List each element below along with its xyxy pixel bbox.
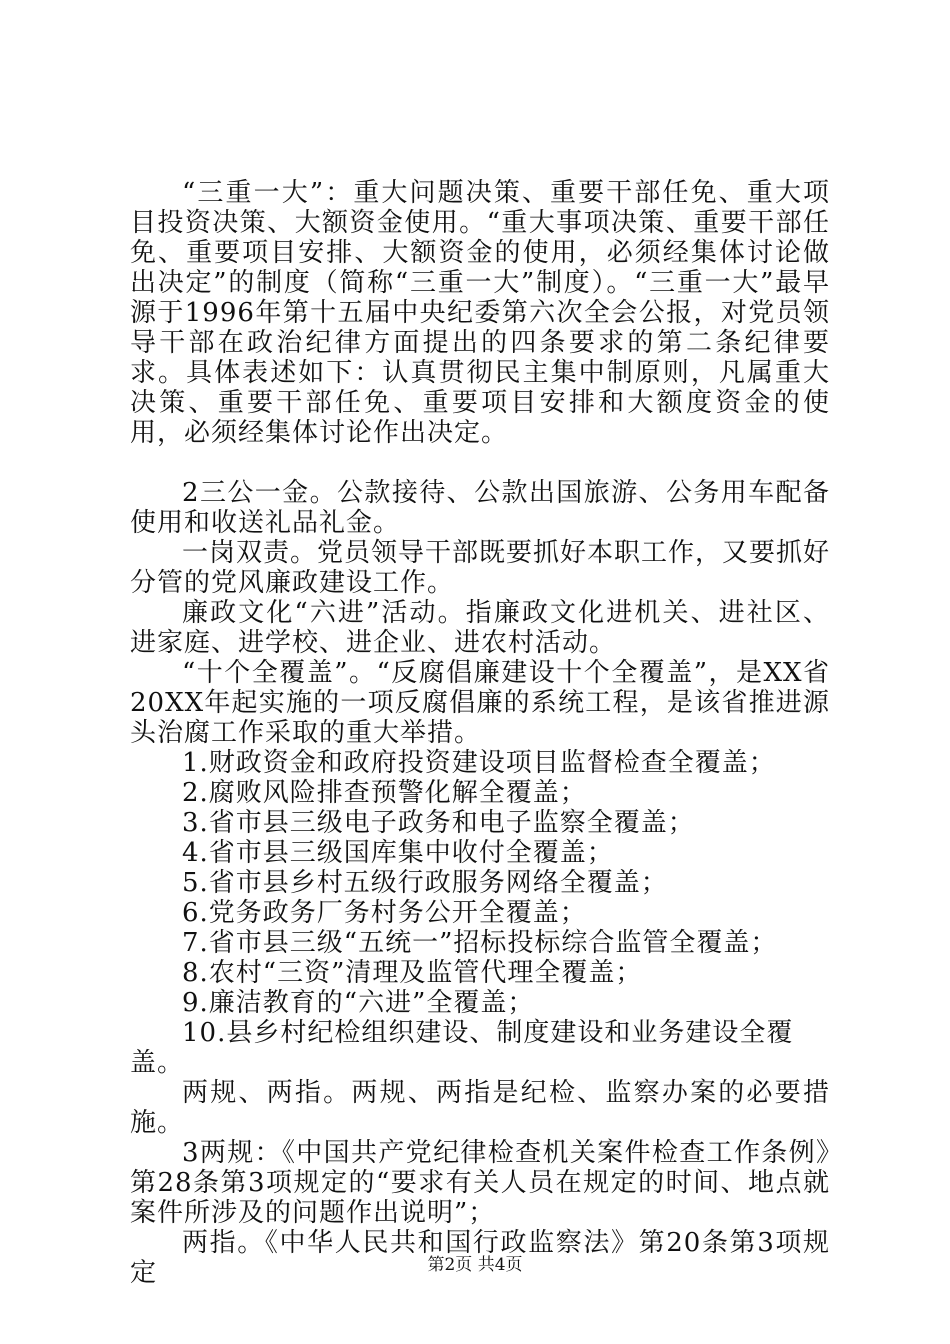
list-item: 3.省市县三级电子政务和电子监察全覆盖； <box>182 808 695 838</box>
paragraph-liang-gui-liang-zhi: 两规、两指。两规、两指是纪检、监察办案的必要措施。 <box>130 1078 830 1138</box>
paragraph-yi-gang-shuang-ze: 一岗双责。党员领导干部既要抓好本职工作，又要抓好分管的党风廉政建设工作。 <box>130 538 831 598</box>
paragraph-liang-zhi: 两指。《中华人民共和国行政监察法》第20条第3项规定 <box>130 1228 830 1288</box>
paragraph-san-zhong-yi-da: “三重一大”：重大问题决策、重要干部任免、重大项目投资决策、大额资金使用。“重大事项决策、重要干部任免、重要项目安排、大额资金的使用，必须经集体讨论做出决定”的制度（简称“三重一大”制度）。“三重一大”最早源于1996年第十五届中央纪委第六次全会公报，对党员领导干部在政治纪律方面提出的四条要求的第二条纪律要求。具体表述如下：认真贯彻民主集中制原则，凡属重大决策、重要干部任免、重要项目安排和大额度资金的使用，必须经集体讨论作出决定。 <box>130 178 830 448</box>
list-item: 5.省市县乡村五级行政服务网络全覆盖； <box>182 868 668 898</box>
paragraph-liu-jin: 廉政文化“六进”活动。指廉政文化进机关、进社区、进家庭、进学校、进企业、进农村活动。 <box>130 598 830 658</box>
paragraph-san-gong-yi-jin: 2三公一金。公款接待、公款出国旅游、公务用车配备使用和收送礼品礼金。 <box>130 478 830 538</box>
paragraph-liang-gui: 3两规：《中国共产党纪律检查机关案件检查工作条例》第28条第3项规定的“要求有关人员在规定的时间、地点就案件所涉及的问题作出说明”； <box>130 1138 830 1228</box>
list-item: 7.省市县三级“五统一”招标投标综合监管全覆盖； <box>182 928 778 958</box>
list-item: 6.党务政务厂务村务公开全覆盖； <box>182 898 587 928</box>
list-item: 9.廉洁教育的“六进”全覆盖； <box>182 988 535 1018</box>
list-item: 2.腐败风险排查预警化解全覆盖； <box>182 778 587 808</box>
list-item: 4.省市县三级国库集中收付全覆盖； <box>182 838 614 868</box>
list-item: 10.县乡村纪检组织建设、制度建设和业务建设全覆盖。 <box>130 1018 794 1078</box>
list-item: 1.财政资金和政府投资建设项目监督检查全覆盖； <box>182 748 776 778</box>
paragraph-shi-ge-quan-fu-gai: “十个全覆盖”。“反腐倡廉建设十个全覆盖”，是XX省20XX年起实施的一项反腐倡廉的系统工程，是该省推进源头治腐工作采取的重大举措。 <box>130 658 830 748</box>
list-item: 8.农村“三资”清理及监管代理全覆盖； <box>182 958 643 988</box>
document-body <box>130 178 830 1288</box>
page-number-footer: 第2页 共4页 <box>427 1255 523 1275</box>
